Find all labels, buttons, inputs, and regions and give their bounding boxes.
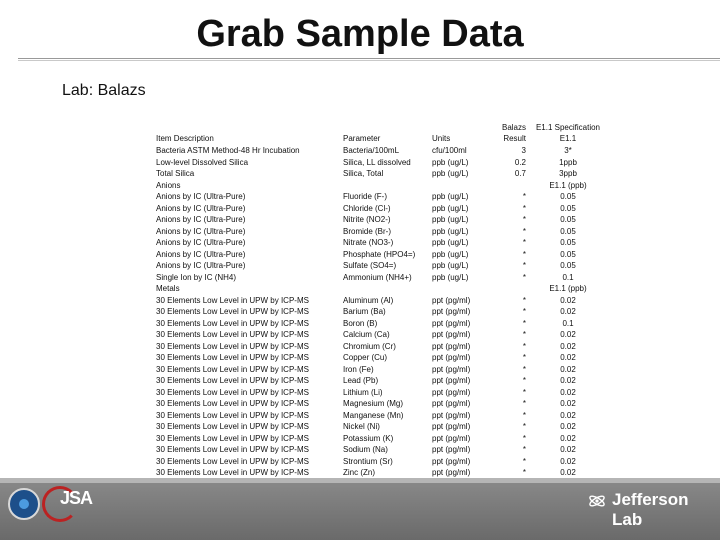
row-parameter: Bacteria/100mL [343, 146, 400, 155]
footer-band [0, 478, 720, 483]
row-specification: 0.1 [562, 318, 574, 328]
row-parameter: Zinc (Zn) [343, 468, 375, 477]
header-spec: E1.1 [559, 134, 577, 143]
row-result: * [522, 203, 526, 213]
row-units: ppt (pg/ml) [432, 330, 471, 339]
row-result: * [522, 364, 526, 374]
row-result: * [522, 399, 526, 408]
header-spec-top: E1.1 Specification [535, 123, 601, 132]
row-result: * [522, 272, 526, 282]
row-units: ppt (pg/ml) [432, 410, 471, 420]
jefferson-lab-logo-text: Jefferson Lab [612, 490, 689, 529]
doe-seal-icon [8, 488, 40, 520]
row-result: * [522, 445, 526, 454]
row-units: ppt (pg/ml) [432, 376, 471, 385]
row-parameter: Nickel (Ni) [343, 422, 380, 431]
row-result: * [522, 387, 526, 397]
row-units: ppb (ug/L) [432, 169, 469, 178]
row-units: ppt (pg/ml) [432, 387, 471, 397]
row-item-description: 30 Elements Low Level in UPW by ICP-MS [156, 364, 309, 374]
row-units: ppb (ug/L) [432, 157, 469, 167]
row-result: * [522, 433, 526, 443]
row-result: 0.2 [514, 157, 526, 167]
row-units: ppb (ug/L) [432, 226, 469, 236]
row-specification: 3ppb [559, 169, 577, 178]
row-units: ppt (pg/ml) [432, 422, 471, 431]
row-units: ppt (pg/ml) [432, 468, 471, 477]
row-parameter: Fluoride (F-) [343, 192, 388, 201]
row-parameter: Strontium (Sr) [343, 456, 393, 466]
row-item-description: Anions by IC (Ultra-Pure) [156, 192, 246, 201]
header-item: Item Description [156, 134, 214, 143]
row-item-description: 30 Elements Low Level in UPW by ICP-MS [156, 456, 309, 466]
row-parameter: Nitrite (NO2-) [343, 215, 391, 224]
row-item-description: Total Silica [156, 169, 195, 178]
row-item-description: 30 Elements Low Level in UPW by ICP-MS [156, 341, 309, 351]
row-units: cfu/100ml [432, 146, 467, 155]
row-specification: 0.05 [560, 192, 576, 201]
row-item-description: Anions [156, 180, 181, 190]
row-specification: 0.05 [560, 215, 576, 224]
row-item-description: Anions by IC (Ultra-Pure) [156, 215, 246, 224]
row-parameter: Barium (Ba) [343, 307, 386, 316]
row-units: ppb (ug/L) [432, 192, 469, 201]
row-specification: 0.02 [560, 307, 576, 316]
row-item-description: 30 Elements Low Level in UPW by ICP-MS [156, 307, 309, 316]
row-item-description: 30 Elements Low Level in UPW by ICP-MS [156, 353, 309, 362]
row-specification: 0.02 [560, 456, 576, 466]
jsa-logo-text: JSA [60, 488, 93, 508]
row-item-description: 30 Elements Low Level in UPW by ICP-MS [156, 330, 309, 339]
row-parameter: Potassium (K) [343, 433, 394, 443]
row-item-description: 30 Elements Low Level in UPW by ICP-MS [156, 445, 309, 454]
row-result: 0.7 [514, 169, 526, 178]
row-units: ppb (ug/L) [432, 238, 469, 247]
page-title: Grab Sample Data [196, 13, 524, 55]
row-result: * [522, 341, 526, 351]
header-units: Units [432, 134, 451, 143]
row-specification: 0.02 [560, 376, 576, 385]
row-item-description: Anions by IC (Ultra-Pure) [156, 261, 246, 270]
row-item-description: Bacteria ASTM Method-48 Hr Incubation [156, 146, 300, 155]
row-specification: 0.05 [560, 261, 576, 270]
row-units: ppt (pg/ml) [432, 353, 471, 362]
row-units: ppt (pg/ml) [432, 318, 471, 328]
row-parameter: Lead (Pb) [343, 376, 379, 385]
row-units: ppt (pg/ml) [432, 456, 471, 466]
lab-label: Lab: Balazs [62, 82, 146, 99]
row-parameter: Silica, Total [343, 169, 384, 178]
row-parameter: Magnesium (Mg) [343, 399, 404, 408]
row-result: * [522, 353, 526, 362]
row-specification: 0.02 [560, 445, 576, 454]
header-result: Result [503, 134, 526, 143]
header-result-top: Balazs [501, 123, 526, 132]
row-result: * [522, 307, 526, 316]
row-result: * [522, 376, 526, 385]
row-units: ppt (pg/ml) [432, 433, 471, 443]
row-result: 3 [521, 146, 526, 155]
row-specification: 0.02 [560, 410, 576, 420]
row-specification: 0.05 [560, 203, 576, 213]
row-specification: 0.05 [560, 226, 576, 236]
row-item-description: Metals [156, 284, 180, 293]
row-units: ppt (pg/ml) [432, 399, 471, 408]
row-specification: 0.02 [560, 295, 576, 305]
row-result: * [522, 456, 526, 466]
row-parameter: Silica, LL dissolved [343, 157, 411, 167]
row-parameter: Sulfate (SO4=) [343, 261, 397, 270]
row-specification: 0.02 [560, 364, 576, 374]
row-parameter: Phosphate (HPO4=) [343, 249, 416, 259]
row-specification: 0.05 [560, 249, 576, 259]
row-item-description: Anions by IC (Ultra-Pure) [156, 226, 246, 236]
jefferson-lab-logo-icon [588, 492, 606, 510]
row-parameter: Iron (Fe) [343, 364, 374, 374]
row-specification: E1.1 (ppb) [549, 284, 587, 293]
row-item-description: 30 Elements Low Level in UPW by ICP-MS [156, 387, 309, 397]
row-result: * [522, 468, 526, 477]
row-units: ppt (pg/ml) [432, 341, 471, 351]
row-units: ppb (ug/L) [432, 272, 469, 282]
row-result: * [522, 192, 526, 201]
row-result: * [522, 215, 526, 224]
row-parameter: Chromium (Cr) [343, 341, 396, 351]
doe-seal-center [19, 499, 29, 509]
row-units: ppb (ug/L) [432, 215, 469, 224]
row-specification: 0.1 [562, 272, 574, 282]
row-units: ppb (ug/L) [432, 203, 469, 213]
row-parameter: Calcium (Ca) [343, 330, 390, 339]
row-specification: 3* [564, 146, 572, 155]
title-rule-secondary [18, 60, 720, 61]
header-parameter: Parameter [343, 134, 381, 143]
row-parameter: Lithium (Li) [343, 387, 383, 397]
row-parameter: Manganese (Mn) [343, 410, 404, 420]
row-item-description: Single Ion by IC (NH4) [156, 272, 237, 282]
row-result: * [522, 330, 526, 339]
row-specification: 0.05 [560, 238, 576, 247]
row-specification: 0.02 [560, 387, 576, 397]
row-item-description: 30 Elements Low Level in UPW by ICP-MS [156, 410, 309, 420]
row-result: * [522, 261, 526, 270]
title-rule [18, 58, 720, 59]
row-parameter: Chloride (Cl-) [343, 203, 391, 213]
row-result: * [522, 422, 526, 431]
row-units: ppb (ug/L) [432, 249, 469, 259]
row-result: * [522, 249, 526, 259]
row-item-description: 30 Elements Low Level in UPW by ICP-MS [156, 318, 309, 328]
row-specification: 0.02 [560, 330, 576, 339]
row-units: ppb (ug/L) [432, 261, 469, 270]
row-units: ppt (pg/ml) [432, 295, 471, 305]
row-item-description: Low-level Dissolved Silica [156, 157, 249, 167]
row-units: ppt (pg/ml) [432, 364, 471, 374]
row-parameter: Aluminum (Al) [343, 295, 394, 305]
row-specification: 0.02 [560, 433, 576, 443]
row-specification: E1.1 (ppb) [549, 180, 587, 190]
row-units: ppt (pg/ml) [432, 307, 471, 316]
row-specification: 0.02 [560, 341, 576, 351]
row-parameter: Bromide (Br-) [343, 226, 392, 236]
row-item-description: Anions by IC (Ultra-Pure) [156, 238, 246, 247]
row-item-description: Anions by IC (Ultra-Pure) [156, 249, 246, 259]
row-item-description: 30 Elements Low Level in UPW by ICP-MS [156, 399, 309, 408]
row-parameter: Copper (Cu) [343, 353, 388, 362]
row-specification: 0.02 [560, 353, 576, 362]
row-item-description: 30 Elements Low Level in UPW by ICP-MS [156, 422, 309, 431]
row-item-description: 30 Elements Low Level in UPW by ICP-MS [156, 295, 309, 305]
row-result: * [522, 410, 526, 420]
row-item-description: Anions by IC (Ultra-Pure) [156, 203, 246, 213]
row-item-description: 30 Elements Low Level in UPW by ICP-MS [156, 376, 309, 385]
row-specification: 0.02 [560, 422, 576, 431]
row-parameter: Nitrate (NO3-) [343, 238, 394, 247]
row-result: * [522, 318, 526, 328]
row-result: * [522, 295, 526, 305]
row-specification: 0.02 [560, 468, 576, 477]
row-result: * [522, 226, 526, 236]
row-specification: 1ppb [559, 157, 577, 167]
row-specification: 0.02 [560, 399, 576, 408]
row-parameter: Sodium (Na) [343, 445, 388, 454]
row-result: * [522, 238, 526, 247]
row-units: ppt (pg/ml) [432, 445, 471, 454]
row-parameter: Ammonium (NH4+) [343, 272, 412, 282]
row-item-description: 30 Elements Low Level in UPW by ICP-MS [156, 433, 309, 443]
row-item-description: 30 Elements Low Level in UPW by ICP-MS [156, 468, 309, 477]
row-parameter: Boron (B) [343, 318, 378, 328]
